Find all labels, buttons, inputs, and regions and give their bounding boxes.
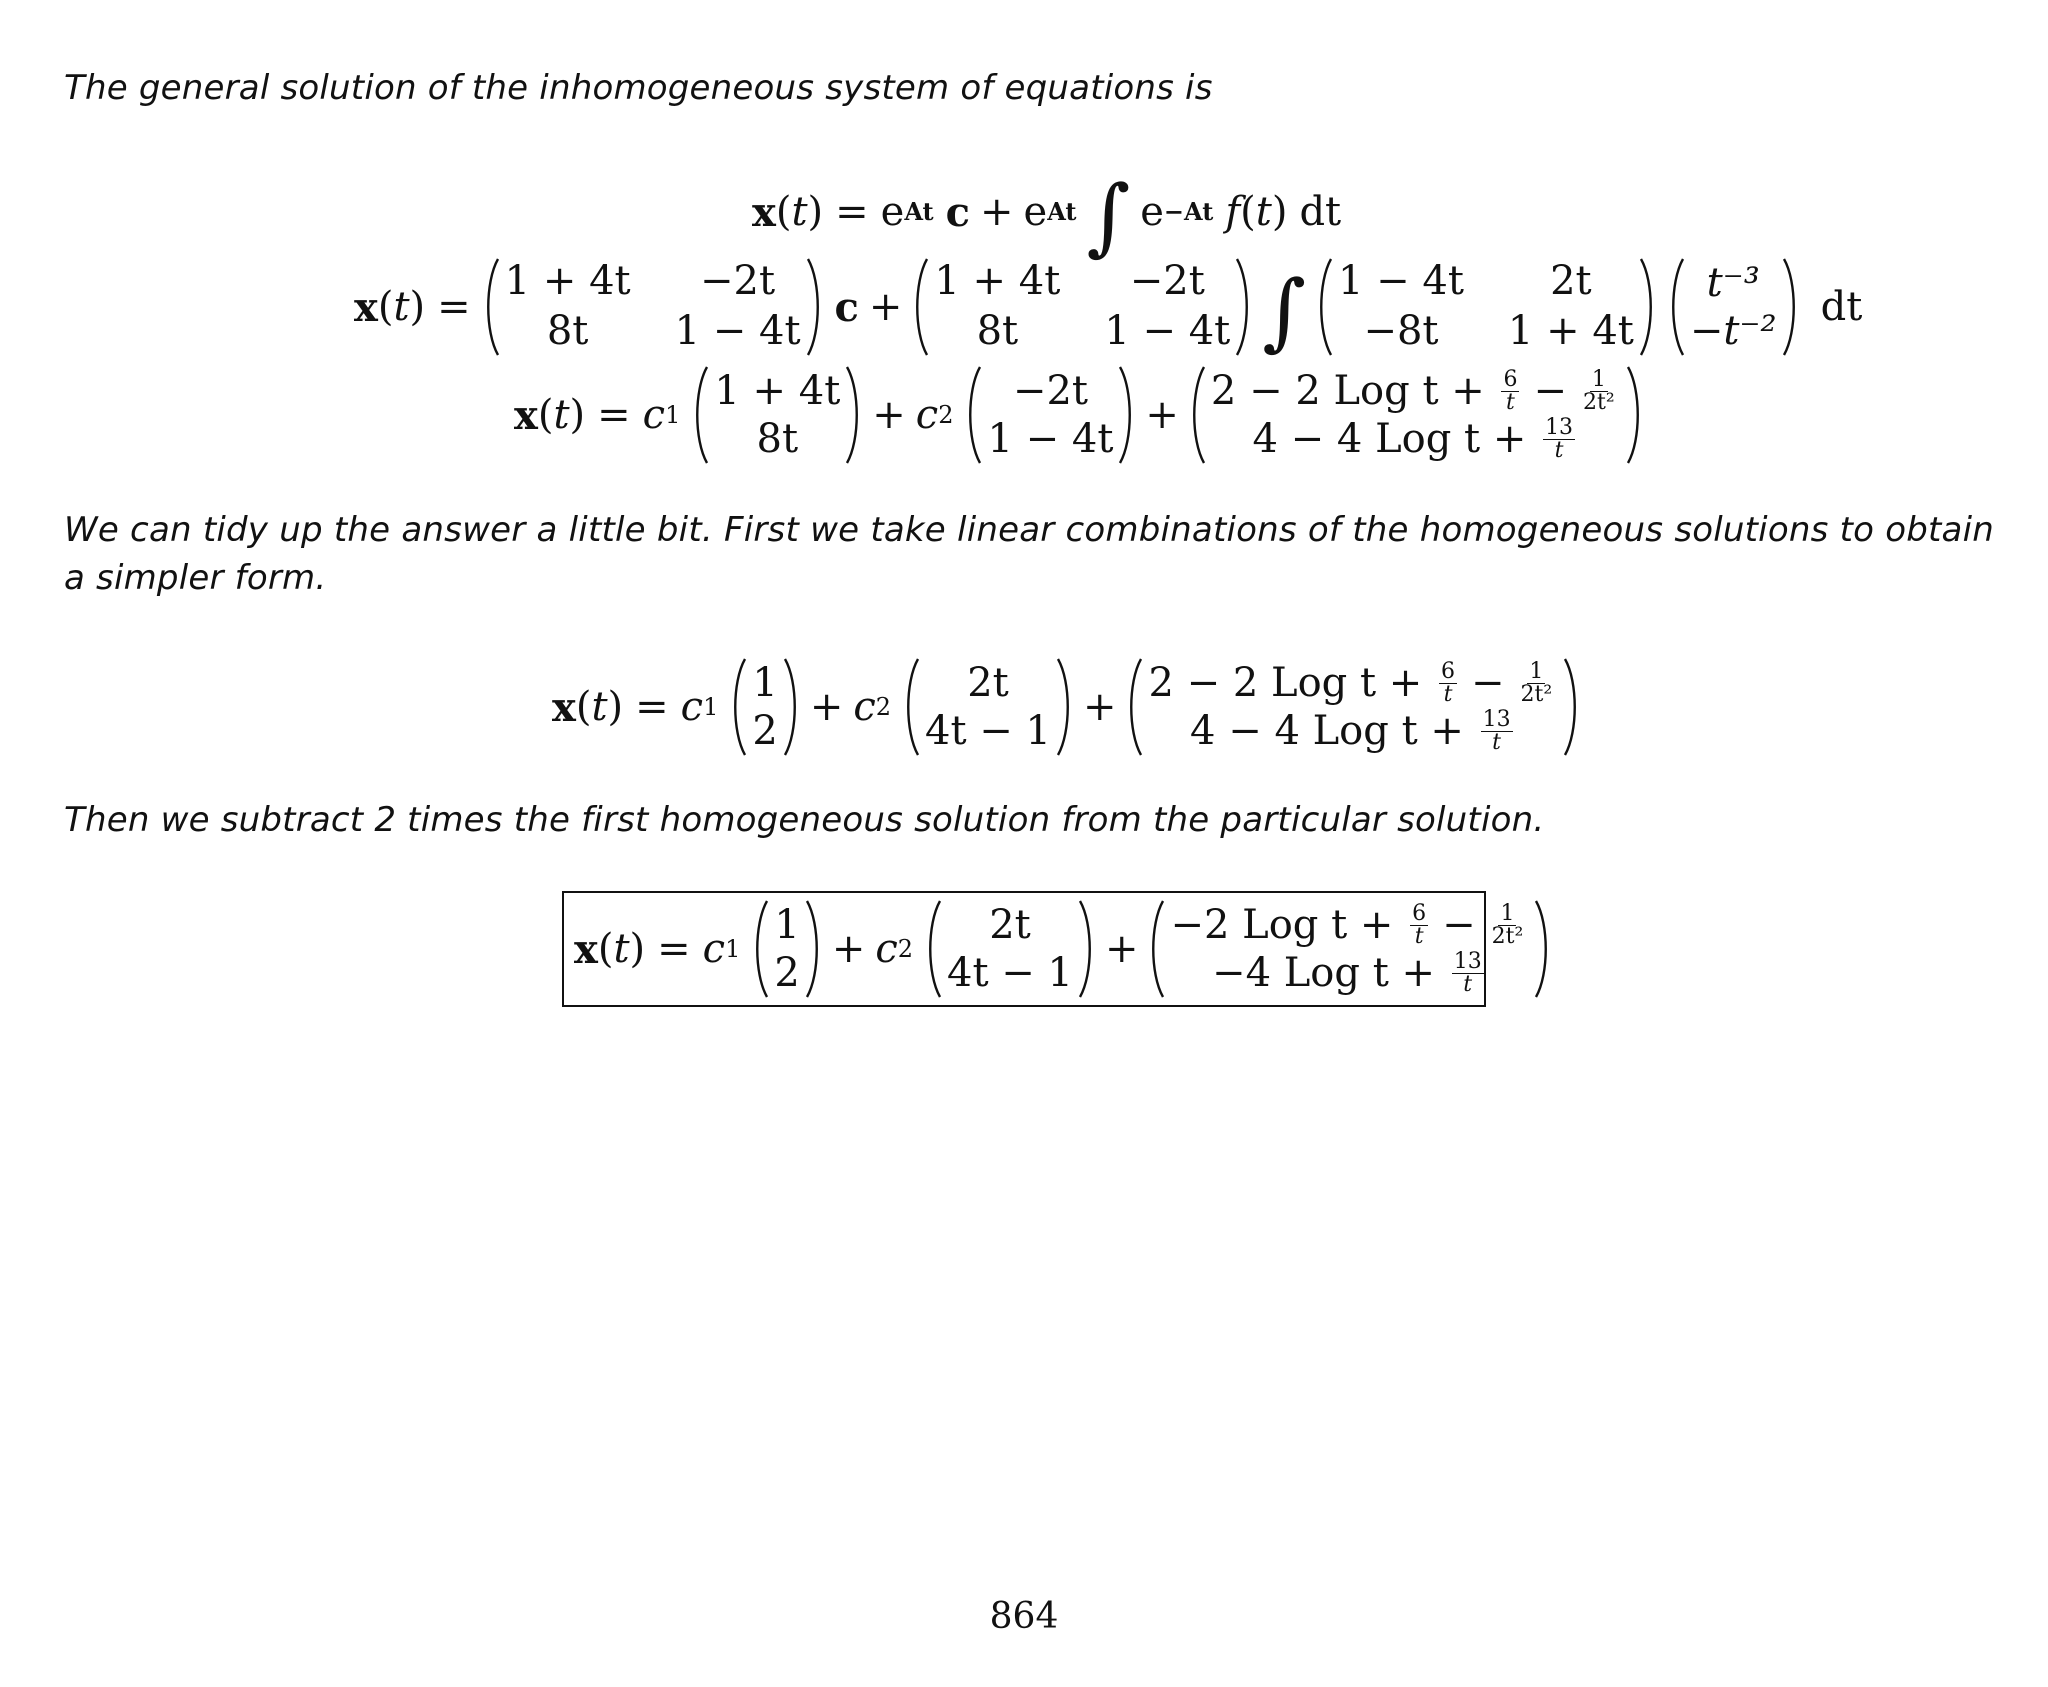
- constant-c2: c: [875, 926, 898, 972]
- vector-entry: [1211, 367, 1621, 415]
- numerator: 6: [1503, 366, 1518, 392]
- vector-entry: 1: [752, 660, 778, 706]
- equation-general-solution: x ( t ) = e At c + e At ∫ e −At f ( t ) dt: [752, 167, 1342, 265]
- plus-sign: +: [872, 392, 906, 438]
- particular-row-2: 4 − 4 Log t +: [1190, 708, 1477, 754]
- equals-sign: =: [597, 392, 631, 438]
- vector-forcing: [1668, 257, 1799, 357]
- symbol-t: t: [591, 684, 608, 730]
- right-paren-icon: [782, 657, 800, 757]
- fraction-6-over-t: [1439, 658, 1457, 707]
- symbol-x: x: [552, 683, 576, 731]
- fraction-1-over-2t2: [1519, 658, 1555, 707]
- left-paren-icon: [752, 899, 770, 999]
- left-paren-icon: [1668, 257, 1686, 357]
- right-paren-icon: [1055, 657, 1073, 757]
- denominator: t: [1414, 923, 1424, 949]
- denominator: 2t²: [1520, 681, 1553, 707]
- matrix-cell: 1 + 4t: [934, 258, 1061, 304]
- symbol-dt: dt: [1820, 284, 1863, 330]
- left-paren-icon: [903, 657, 921, 757]
- matrix-cell: 1 − 4t: [1104, 308, 1231, 354]
- symbol-c: c: [945, 188, 970, 236]
- vector-homogeneous-1: [692, 365, 862, 465]
- matrix-cell: 1 − 4t: [1338, 258, 1464, 304]
- vector-entry: 1 + 4t: [714, 368, 841, 414]
- page-number: 864: [989, 1596, 1059, 1637]
- plus-sign: +: [1082, 684, 1117, 730]
- constant-c1: c: [642, 392, 666, 438]
- right-paren-icon: [1638, 257, 1656, 357]
- vector-particular: [1189, 365, 1643, 465]
- constant-c1: c: [680, 684, 704, 730]
- fraction-6-over-t: [1410, 900, 1428, 949]
- symbol-x: x: [354, 283, 378, 331]
- particular-row-1: −2 Log t +: [1170, 902, 1407, 948]
- right-paren-icon: [1077, 899, 1095, 999]
- numerator: 13: [1545, 414, 1574, 440]
- particular-row-2: −4 Log t +: [1212, 950, 1448, 996]
- right-paren-icon: [805, 257, 823, 357]
- minus-sign: −: [1442, 902, 1476, 948]
- constant-c1: c: [702, 926, 726, 972]
- symbol-x: x: [574, 925, 598, 973]
- matrix-fundamental: [912, 257, 1252, 357]
- vector-entry: 2: [774, 950, 800, 996]
- equals-sign: =: [835, 189, 869, 235]
- vector-entry: t⁻³: [1706, 260, 1760, 306]
- constant-c2: c: [915, 392, 939, 438]
- matrix-cell: 8t: [976, 308, 1019, 354]
- left-paren-icon: [1316, 257, 1334, 357]
- right-paren-icon: [1234, 257, 1252, 357]
- vector-homogeneous-2: [965, 365, 1135, 465]
- integral-sign: ∫: [1262, 262, 1306, 360]
- numerator: 6: [1412, 900, 1427, 926]
- vector-homogeneous-2: [925, 899, 1095, 999]
- symbol-dt: dt: [1299, 189, 1342, 235]
- numerator: 1: [1591, 366, 1606, 392]
- particular-row-1: 2 − 2 Log t +: [1148, 660, 1435, 706]
- vector-entry: 1 − 4t: [987, 416, 1114, 462]
- vector-entry: −t⁻²: [1689, 308, 1777, 354]
- particular-row-2: 4 − 4 Log t +: [1252, 416, 1540, 462]
- fraction-13-over-t: [1452, 948, 1484, 997]
- matrix-inverse: [1316, 257, 1656, 357]
- equation-simplified-solution: x ( t ) = c 1 1 2 + c 2 2t 4t − 1 + 2 − 2 Log t + $\frac{6}{t}$ − $\frac{1}{\text{2t²}}$ 4 − 4 Log t + $\frac{13}{t}$: [552, 652, 1580, 762]
- symbol-t: t: [1255, 189, 1272, 235]
- vector-entry: −2t: [1012, 368, 1088, 414]
- matrix-cell: 1 − 4t: [674, 308, 801, 354]
- plus-sign: +: [868, 284, 903, 330]
- right-paren-icon: [1625, 365, 1643, 465]
- constant-c2: c: [853, 684, 876, 730]
- particular-row-1: 2 − 2 Log t +: [1210, 368, 1498, 414]
- minus-sign: −: [1471, 660, 1505, 706]
- vector-particular: [1126, 657, 1580, 757]
- numerator: 13: [1453, 948, 1482, 974]
- vector-homogeneous-1: [730, 657, 799, 757]
- equation-matrix-form: x ( t ) = 1 + 4t −2t 8t 1 − 4t c + 1 + 4t −2t 8t 1 − 4t ∫ 1 − 4t 2t −8t 1 + 4t t⁻³ −t⁻² dt: [354, 258, 1863, 360]
- symbol-x: x: [752, 188, 776, 236]
- fraction-13-over-t: [1543, 414, 1575, 463]
- denominator: t: [1492, 729, 1502, 755]
- plus-sign: +: [831, 926, 866, 972]
- vector-entry: 4t − 1: [947, 950, 1073, 996]
- left-paren-icon: [483, 257, 501, 357]
- left-paren-icon: [1189, 365, 1207, 465]
- left-paren-icon: [692, 365, 710, 465]
- vector-entry: [1148, 659, 1558, 707]
- left-paren-icon: [1148, 899, 1166, 999]
- denominator: t: [1506, 389, 1515, 415]
- equals-sign: =: [657, 926, 691, 972]
- minus-sign: −: [1533, 368, 1567, 414]
- matrix-cell: −2t: [700, 258, 776, 304]
- matrix-cell: −2t: [1129, 258, 1205, 304]
- vector-entry: [1170, 949, 1529, 997]
- symbol-t: t: [393, 284, 410, 330]
- fraction-1-over-2t2: [1490, 900, 1526, 949]
- symbol-e: e: [880, 189, 905, 235]
- fraction-13-over-t: [1481, 706, 1513, 755]
- symbol-f: f: [1225, 189, 1241, 235]
- subtract-text: Then we subtract 2 times the first homogeneous solution from the particular solution.: [64, 800, 1545, 840]
- right-paren-icon: [1117, 365, 1135, 465]
- vector-entry: [1148, 707, 1558, 755]
- matrix-cell: 1 + 4t: [504, 258, 631, 304]
- vector-entry: 8t: [756, 416, 799, 462]
- vector-entry: 2t: [967, 660, 1009, 706]
- right-paren-icon: [1781, 257, 1799, 357]
- vector-particular: [1148, 899, 1551, 999]
- denominator: 2t²: [1491, 923, 1524, 949]
- denominator: t: [1443, 681, 1453, 707]
- right-paren-icon: [844, 365, 862, 465]
- symbol-t: t: [553, 392, 570, 438]
- left-paren-icon: [965, 365, 983, 465]
- left-paren-icon: [925, 899, 943, 999]
- denominator: 2t²: [1582, 389, 1615, 415]
- plus-sign: +: [980, 189, 1014, 235]
- numerator: 13: [1482, 706, 1511, 732]
- equals-sign: =: [437, 284, 471, 330]
- vector-entry: 2t: [989, 902, 1031, 948]
- equation-expanded-solution: x ( t ) = c 1 1 + 4t 8t + c 2 −2t 1 − 4t + 2 − 2 Log t + $\frac{6}{t}$ − $\frac{1}{\text{2t²}}$ 4 − 4 Log t + $\frac{13}{t}$: [514, 360, 1643, 470]
- tidy-text: We can tidy up the answer a little bit. First we take linear combinations of the homogeneous solutions to obtain a simpler form.: [64, 510, 1994, 598]
- numerator: 1: [1500, 900, 1515, 926]
- vector-entry: [1211, 415, 1621, 463]
- intro-text: The general solution of the inhomogeneous system of equations is: [64, 68, 1213, 108]
- numerator: 6: [1441, 658, 1455, 684]
- symbol-t: t: [791, 189, 808, 235]
- vector-homogeneous-1: [752, 899, 821, 999]
- matrix-cell: 1 + 4t: [1507, 308, 1634, 354]
- fraction-1-over-2t2: [1581, 366, 1617, 415]
- vector-entry: 4t − 1: [925, 708, 1051, 754]
- symbol-e: e: [1023, 189, 1048, 235]
- numerator: 1: [1529, 658, 1544, 684]
- symbol-t: t: [613, 926, 630, 972]
- right-paren-icon: [1562, 657, 1580, 757]
- left-paren-icon: [730, 657, 748, 757]
- integral-sign: ∫: [1086, 167, 1131, 265]
- matrix-cell: −8t: [1363, 308, 1439, 354]
- matrix-fundamental: [483, 257, 823, 357]
- symbol-c: c: [834, 283, 859, 331]
- equals-sign: =: [635, 684, 669, 730]
- right-paren-icon: [804, 899, 822, 999]
- vector-entry: [1170, 901, 1529, 949]
- vector-entry: 1: [774, 902, 800, 948]
- symbol-x: x: [514, 391, 538, 439]
- matrix-cell: 8t: [546, 308, 589, 354]
- left-paren-icon: [1126, 657, 1144, 757]
- equation-final-answer: x ( t ) = c 1 1 2 + c 2 2t 4t − 1 + −2 Log t + $\frac{6}{t}$ − $\frac{1}{\text{2t²}}$ −4 Log t + $\frac{13}{t}$: [574, 894, 1551, 1004]
- plus-sign: +: [809, 684, 844, 730]
- matrix-cell: 2t: [1550, 258, 1592, 304]
- plus-sign: +: [1145, 392, 1179, 438]
- right-paren-icon: [1533, 899, 1551, 999]
- vector-homogeneous-2: [903, 657, 1073, 757]
- denominator: t: [1554, 437, 1564, 463]
- symbol-e: e: [1140, 189, 1164, 235]
- plus-sign: +: [1104, 926, 1139, 972]
- left-paren-icon: [912, 257, 930, 357]
- denominator: t: [1463, 971, 1473, 997]
- vector-entry: 2: [752, 708, 778, 754]
- fraction-6-over-t: [1501, 366, 1519, 415]
